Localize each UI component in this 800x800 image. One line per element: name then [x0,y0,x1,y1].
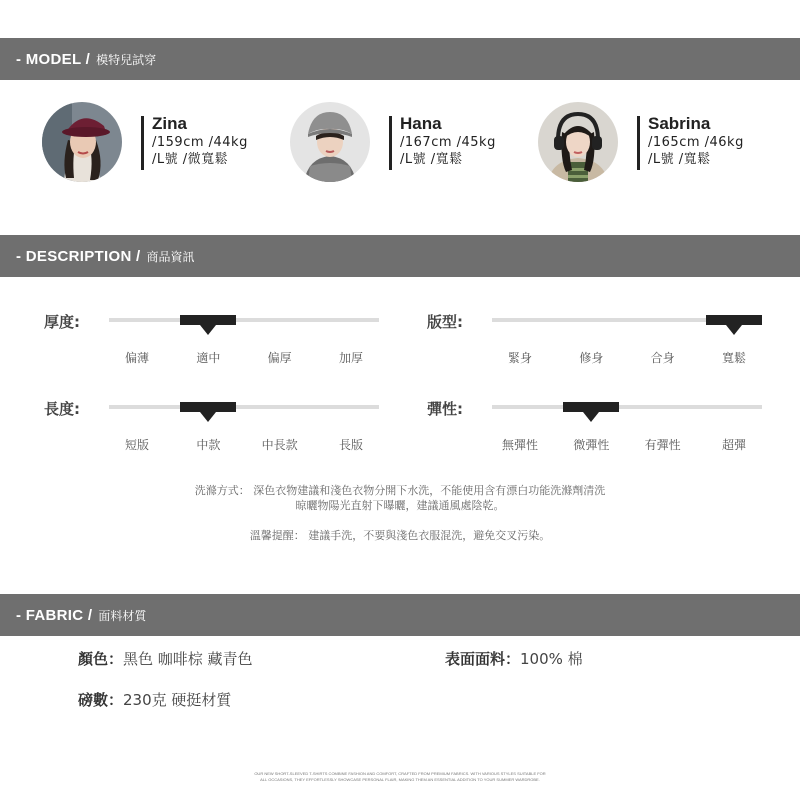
section-title-zh: 面料材質 [98,608,147,623]
scale-label: 版型: [427,313,463,331]
scale-track [109,405,379,409]
model-name: Zina [152,114,187,133]
fabric-surface-label: 表面面料： [445,650,521,668]
scale-option: 寬鬆 [721,351,747,365]
scale-label: 長度: [44,400,80,418]
section-title-en: - FABRIC / [16,606,93,624]
scale-option: 加厚 [338,351,364,365]
fabric-color-value: 黑色 咖啡棕 藏青色 [123,650,253,668]
model-measurements: /167cm /45kg [400,135,496,150]
fit-scale [427,311,797,371]
wash-instructions: 洗滌方式： 深色衣物建議和淺色衣物分開下水洗，不能使用含有漂白功能洗滌劑清洗 [194,484,606,497]
model-measurements: /165cm /46kg [648,135,744,150]
scale-label: 厚度: [44,313,80,331]
fabric-surface [445,648,583,669]
wash-instructions-cont: 晾曬物陽光直射下曝曬，建議通風處陰乾。 [295,499,505,512]
scale-option: 無彈性 [501,438,539,452]
model-size-fit: /L號 /寬鬆 [400,152,463,167]
model-size-fit: /L號 /微寬鬆 [152,152,229,167]
scale-option: 微彈性 [573,438,610,452]
scale-option: 中款 [196,438,221,452]
model-size-fit: /L號 /寬鬆 [648,152,711,167]
scale-marker [180,315,236,325]
fabric-weight-value: 230克 硬挺材質 [123,691,232,709]
scale-option: 超彈 [721,438,747,452]
section-title-en: - DESCRIPTION / [16,247,141,265]
scale-option: 偏薄 [124,351,150,365]
fabric-surface-value: 100% 棉 [520,650,583,668]
section-title-zh: 商品資訊 [146,249,195,264]
scale-option: 中長款 [261,438,298,452]
footer-text-cont: ALL OCCASIONS, THEY EFFORTLESSLY SHOWCASE PERSONAL FLAIR, MAKING THEM AN ESSENTIAL ADDITION TO YOUR SUMMER WARDROBE. [260,777,540,782]
description-section-header [0,235,800,277]
model-card-sabrina [538,102,778,184]
scale-label: 彈性: [427,400,463,418]
scale-option: 適中 [196,351,221,365]
model-divider [637,116,640,170]
section-title-zh: 模特兒試穿 [96,52,157,67]
fabric-color-label: 顏色： [78,650,124,668]
thickness-scale [44,311,414,371]
length-scale [44,398,414,458]
footer-text: OUR NEW SHORT-SLEEVED T-SHIRTS COMBINE FASHION AND COMFORT, CRAFTED FROM PREMIUM FABRICS. WITH VARIOUS STYLES SUITABLE FOR [254,771,546,776]
scale-option: 偏厚 [267,351,292,365]
scale-option: 長版 [338,438,364,452]
model-divider [141,116,144,170]
scale-option: 短版 [124,438,150,452]
elasticity-scale [427,398,797,458]
fabric-weight [78,689,231,710]
model-section-header [0,38,800,80]
model-photo [538,102,618,182]
care-reminder: 溫馨提醒： 建議手洗，不要與淺色衣服混洗，避免交叉污染。 [249,529,551,542]
model-photo [42,102,122,182]
model-divider [389,116,392,170]
scale-marker [563,402,619,412]
scale-option: 修身 [579,351,604,365]
scale-track [492,405,762,409]
scale-option: 有彈性 [644,438,681,452]
scale-option: 緊身 [507,351,533,365]
scale-marker [706,315,762,325]
model-name: Sabrina [648,114,711,133]
scale-option: 合身 [650,351,675,365]
model-photo [290,102,370,182]
scale-track [109,318,379,322]
section-title-en: - MODEL / [16,50,91,68]
scale-marker [180,402,236,412]
model-card-zina [42,102,282,184]
model-measurements: /159cm /44kg [152,135,248,150]
model-name: Hana [400,114,442,133]
fabric-section-header [0,594,800,636]
fabric-weight-label: 磅數： [78,691,124,709]
fabric-color [78,648,253,669]
model-card-hana [290,102,530,184]
